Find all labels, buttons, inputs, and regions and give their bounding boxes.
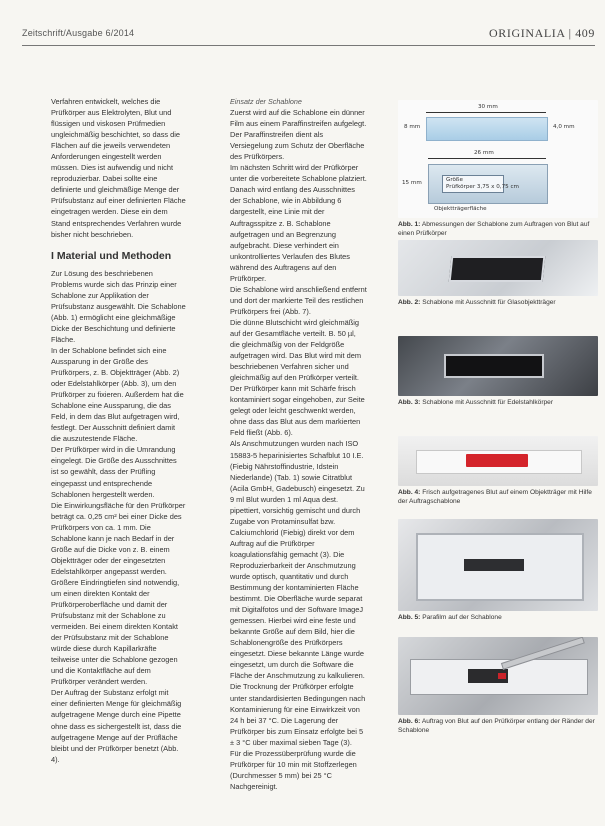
blood-drop bbox=[498, 673, 506, 679]
caption-text: Schablone mit Ausschnitt für Edelstahlkörper bbox=[422, 399, 554, 406]
body-paragraph: Im nächsten Schritt wird der Prüfkörper unter die vorbereitete Schablone platziert. Danach wird entlang des Ausschnittes der Schablone, wie in Abbildung 6 dargestellt, eine Linie mit der Auftragsspitze z. B. Schablone aufgetragen und an Begrenzung aufgebracht. Diese verhindert ein unkontrolliertes Verlaufen des Blutes während des Auftragens auf den Prüfkörper. bbox=[230, 163, 367, 283]
dimension-label: Prüfkörper 3,75 x 0,75 cm bbox=[446, 184, 519, 190]
body-paragraph: Zuerst wird auf die Schablone ein dünner Film aus einem Paraffinstreifen aufgelegt. Der Paraffinstreifen dient als Versiegelung zum Schutz der Oberfläche des Prüfkörpers. bbox=[230, 108, 367, 162]
dimension-label: 26 mm bbox=[474, 150, 494, 156]
body-paragraph: Der Prüfkörper wird in die Umrandung eingelegt. Die Größe des Ausschnittes ist so gewählt, dass der Prüfling eingepasst und entsprechende Schablonen hergestellt werden. bbox=[51, 445, 177, 499]
photo-blood-application bbox=[398, 637, 598, 715]
figure-5 bbox=[398, 519, 598, 623]
photo-template-glass-slide bbox=[398, 240, 598, 296]
text-column-left bbox=[51, 96, 186, 765]
figure-1 bbox=[398, 100, 598, 238]
template-cutout bbox=[444, 354, 544, 378]
body-paragraph: Die Schablone wird anschließend entfernt und dort der markierte Teil des restlichen Prüfkörpers frei (Abb. 7). bbox=[230, 284, 367, 316]
body-paragraph: Als Anschmutzungen wurden nach ISO 15883-5 heparinisiertes Schafblut 10 I.E. (Fiebig Nährstoffindustrie, Idstein Niederlande) (Tab. 1) sowie Citratblut (Acila GmbH, Gadebusch) eingesetzt. Zu 9 ml Blut wurden 1 ml Aqua dest. pipettiert, vorsichtig gemischt und durch Zugabe von Protaminsulfat bzw. Calciumchlorid (Fiebig) direkt vor dem Auftrag auf die Prüfkörper koagulationsfähig gemacht (3). Die Reproduzierbarkeit der Anschmutzung wurde optisch, quantitativ und durch Bestimmung der kontaminierten Fläche bestimmt. Die Oberfläche wurde separat mit Digitalfotos und der Software ImageJ gemessen. Hierbei wird eine feste und bekannte Größe auf dem Bild, hier die Schablonengröße des Prüfkörpers eingesetzt. Diese bekannte Länge wurde eingesetzt, um durch die Software die Fläche der Anschmutzung zu kalkulieren. bbox=[230, 439, 365, 681]
dimension-label: 4,0 mm bbox=[553, 124, 575, 130]
template-strip-top bbox=[426, 117, 548, 141]
figure-3 bbox=[398, 336, 598, 408]
dimension-label: 8 mm bbox=[404, 124, 421, 130]
journal-name: Zeitschrift/Ausgabe 6/2014 bbox=[22, 28, 135, 38]
dimension-label: Objektträgerfläche bbox=[434, 206, 487, 212]
photo-parafilm-template bbox=[398, 519, 598, 611]
caption-label: Abb. 3: bbox=[398, 399, 421, 406]
caption-text: Schablone mit Ausschnitt für Glasobjektträger bbox=[422, 299, 556, 306]
caption-label: Abb. 1: bbox=[398, 221, 421, 228]
section-heading: I Material und Methoden bbox=[51, 249, 172, 262]
caption-label: Abb. 6: bbox=[398, 718, 421, 725]
subsection-heading: Einsatz der Schablone bbox=[230, 97, 302, 106]
page-header bbox=[22, 26, 595, 42]
caption-text: Abmessungen der Schablone zum Auftragen von Blut auf einen Prüfkörper bbox=[398, 221, 590, 237]
photo-blood-on-slide bbox=[398, 436, 598, 486]
figure-caption bbox=[398, 299, 598, 308]
dimension-line bbox=[426, 112, 546, 113]
figure-2 bbox=[398, 240, 598, 308]
header-rule bbox=[22, 45, 595, 46]
body-paragraph: Zur Lösung des beschriebenen Problems wurde sich das Prinzip einer Schablone zur Applikation der Prüfsubstanz ausgewählt. Die Schablone (Abb. 1) ermöglicht eine gleichmäßige Dicke der Beschichtung und definierte Fläche. bbox=[51, 268, 186, 344]
body-paragraph: Für die Prozessüberprüfung wurde die Prüfkörper für 10 min mit Stoffzerlegen (Durchmesser 5 mm) bei 25 °C Nachgereinigt. bbox=[230, 748, 357, 791]
section-page-number: ORIGINALIA | 409 bbox=[489, 26, 595, 40]
caption-text: Frisch aufgetragenes Blut auf einem Objektträger mit Hilfe der Auftragschablone bbox=[398, 489, 592, 505]
figure-caption bbox=[398, 489, 598, 506]
dimension-label: Größe bbox=[446, 177, 463, 183]
body-paragraph: Der Auftrag der Substanz erfolgt mit einer definierten Menge für gleichmäßig aufgetragene Menge durch eine Pipette ohne dass es sichergestellt ist, dass die aufgetragene Menge auf der Prüfläche bleibt und der Prüfkörper benetzt (Abb. 4). bbox=[51, 688, 182, 764]
figure-caption bbox=[398, 399, 598, 408]
body-paragraph: In der Schablone befindet sich eine Aussparung in der Größe des Prüfkörpers, z. B. Objektträger (Abb. 2) oder Edelstahlkörper (Abb. 3), um den Prüfkörper zu fixieren. Außerdem hat die Schablone eine Aussparung, die das Feld, in dem das Blut aufgetragen wird, festlegt. Der Ausschnitt definiert damit die auszutestende Fläche. bbox=[51, 345, 184, 444]
figure-caption bbox=[398, 718, 598, 735]
template-cutout bbox=[449, 256, 546, 282]
body-paragraph: Die Trocknung der Prüfkörper erfolgte unter standardisierten Bedingungen nach Kontaminierung für eine Einwirkzeit von 24 h bei 37 °C. Die Lagerung der Prüfkörper bis zum Einsatz erfolgte bei 5 ± 3 °C über maximal sieben Tage (3). bbox=[230, 682, 366, 747]
figure-4 bbox=[398, 436, 598, 506]
caption-text: Auftrag von Blut auf den Prüfkörper entlang der Ränder der Schablone bbox=[398, 718, 595, 734]
dimension-label: 30 mm bbox=[478, 104, 498, 110]
template-cutout bbox=[464, 559, 524, 571]
text-column-middle bbox=[230, 96, 367, 792]
body-paragraph: Die dünne Blutschicht wird gleichmäßig auf der Gesamtfläche verteilt. B. 50 µl, die gleichmäßig von der Feldgröße aufgetragen wird. Das Blut wird mit dem beschriebenen Verfahren sicher und gleichmäßig auf den Prüfkörper verteilt. Der Prüfkörper kann mit Schärfe frisch kontaminiert sogar eingehoben, zur Seite gelegt oder leicht geschwenkt werden, ohne dass das Blut aus dem markierten Feld fließt (Abb. 6). bbox=[230, 317, 365, 438]
dimension-label: 15 mm bbox=[402, 180, 422, 186]
template-dimension-diagram bbox=[398, 100, 598, 218]
caption-text: Parafilm auf der Schablone bbox=[422, 614, 502, 621]
caption-label: Abb. 5: bbox=[398, 614, 421, 621]
body-paragraph: Die Einwirkungsfläche für den Prüfkörper beträgt ca. 0,25 cm² bei einer Dicke des Prüfkörpers von ca. 1 mm. Die Schablone kann je nach Bedarf in der Größe auf die Dicke von z. B. einem Objektträger oder der eingesetzten Edelstahlkörper angepasst werden. Größere Eindringtiefen sind notwendig, um einen direkten Kontakt der Prüfkörperoberfläche und damit der Prüfsubstanz mit der Schablone zu vermeiden. Bei einem direkten Kontakt der Prüfsubstanz mit der Schablone würde diese durch Kapillarkräfte teilweise unter die Schablone gezogen und die Kontaktfläche auf dem Prüfkörper verändert werden. bbox=[51, 500, 186, 687]
figure-6 bbox=[398, 637, 598, 735]
caption-label: Abb. 2: bbox=[398, 299, 421, 306]
blood-sample bbox=[466, 454, 528, 467]
photo-template-steel-body bbox=[398, 336, 598, 396]
caption-label: Abb. 4: bbox=[398, 489, 421, 496]
dimension-line bbox=[428, 158, 546, 159]
intro-paragraph: Verfahren entwickelt, welches die Prüfkörper aus Elektrolyten, Blut und flüssigen und viskosen Prüfmedien ungleichmäßig beschichtet, so dass die Flächen auf die jeweils verwendeten Anforderungen eingestellt werden müssen. Dies ist aufwendig und nicht reproduzierbar. Dabei sollte eine definierte und gleichmäßige Menge der Prüfsubstanz auf einer definierten Fläche eingetragen werden. Diese ein dem Stand entsprechendes Verfahren wurde bisher nicht beschrieben. bbox=[51, 97, 186, 239]
figure-caption bbox=[398, 614, 598, 623]
figure-caption bbox=[398, 221, 598, 238]
